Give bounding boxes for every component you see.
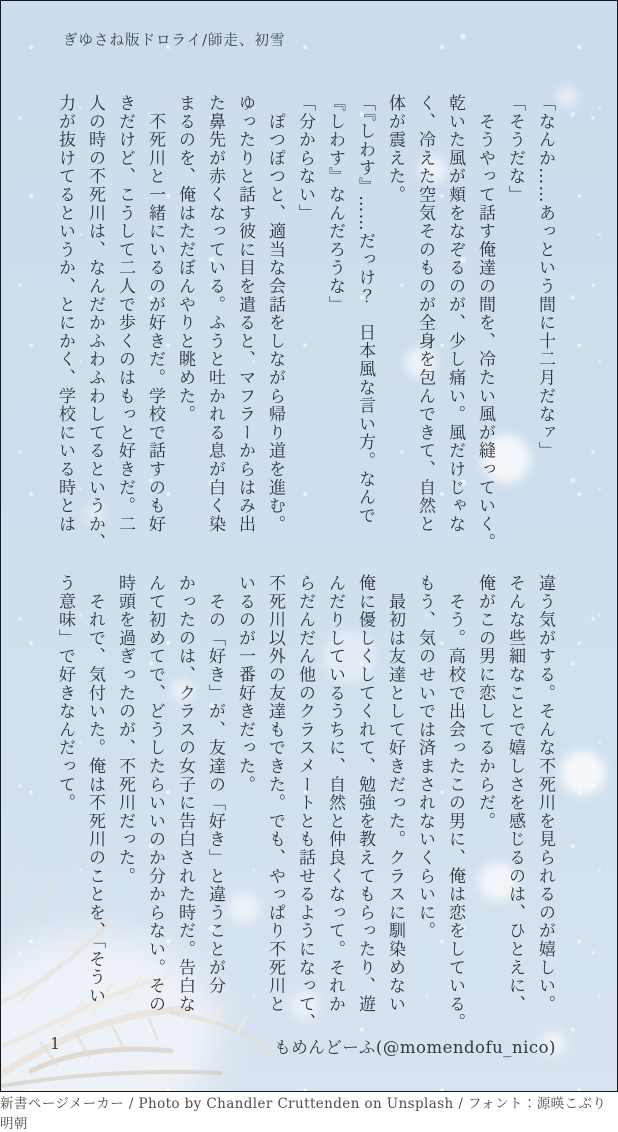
story-line: まるのを、俺はただぼんやりと眺めた。 <box>175 94 195 424</box>
story-line: 俺に優しくしてくれて、勉強を教えてもらったり、遊 <box>355 574 375 1014</box>
story-line: 不死川以外の友達もできた。でも、やっぱり不死川と <box>265 574 285 1014</box>
story-line: 「なんか……あっという間に十二月だなァ」 <box>535 94 555 460</box>
story-line: ぽつぽつと、適当な会話をしながら帰り道を進む。 <box>265 94 285 534</box>
page-title: ぎゆさね版ドロライ/師走、初雪 <box>63 33 286 49</box>
bokeh-dot <box>557 87 577 107</box>
author-credit: もめんどーふ(@momendofu_nico) <box>274 1038 556 1057</box>
story-line: 時頭を過ぎったのが、不死川だった。 <box>115 574 135 886</box>
story-line: 力が抜けてるというか、とにかく、学校にいる時とは <box>55 94 75 534</box>
story-line: 不死川と一緒にいるのが好きだ。学校で話すのも好 <box>145 94 165 534</box>
story-line: 人の時の不死川は、なんだかふわふわしてるというか、 <box>85 94 105 552</box>
bokeh-dot <box>561 751 605 795</box>
story-line: んて初めてで、どうしたらいいのか分からない。その <box>145 574 165 1014</box>
story-line: いるのが一番好きだった。 <box>235 574 255 794</box>
story-line: んだりしているうちに、自然と仲良くなって。それか <box>325 574 345 1014</box>
story-line: ゆったりと話す彼に目を遣ると、マフラーからはみ出 <box>235 94 255 534</box>
story-line: そうやって話す俺達の間を、冷たい風が縫っていく。 <box>475 94 495 552</box>
footer-credit: 新書ページメーカー / Photo by Chandler Cruttenden on Unsplash / フォント：源暎こぶり明朝 <box>0 1096 607 1132</box>
story-line: それで、気付いた。俺は不死川のことを、「そうい <box>85 574 105 1005</box>
story-line: きだけど、こうして二人で歩くのはもっと好きだ。二 <box>115 94 135 534</box>
story-line: そう。高校で出会ったこの男に、俺は恋をしている。 <box>445 574 465 1032</box>
story-line: 俺がこの男に恋してるからだ。 <box>475 574 495 831</box>
story-line: もう、気のせいでは済まされないくらいに。 <box>415 574 435 940</box>
story-line: 乾いた風が頬をなぞるのが、少し痛い。風だけじゃな <box>445 94 465 534</box>
story-line: 「そうだな」 <box>505 94 525 204</box>
story-line: らだんだん他のクラスメートとも話せるようになって、 <box>295 574 315 1032</box>
story-line: 『しわす』なんだろうな」 <box>325 94 345 314</box>
story-line: かったのは、クラスの女子に告白された時だ。告白な <box>175 574 195 1014</box>
story-line: う意味」で好きなんだって。 <box>55 574 75 812</box>
story-line: 「分からない」 <box>295 94 315 223</box>
story-line: 最初は友達として好きだった。クラスに馴染めない <box>385 574 405 1014</box>
footer-bar <box>0 1092 618 1132</box>
story-lower-block <box>50 574 560 1060</box>
story-line: 違う気がする。そんな不死川を見られるのが嬉しい。 <box>535 574 555 1014</box>
story-line: た鼻先が赤くなっている。ふうと吐かれる息が白く染 <box>205 94 225 534</box>
story-upper-block <box>50 94 560 580</box>
story-line: そんな些細なことで嬉しさを感じるのは、ひとえに、 <box>505 574 525 1014</box>
story-line: その「好き」が、友達の「好き」と違うことが分 <box>205 574 225 995</box>
story-line: 体が震えた。 <box>385 94 405 204</box>
story-line: く、冷えた空気そのものが全身を包んできて、自然と <box>415 94 435 534</box>
story-line: 「『しわす』……だっけ？ 日本風な言い方。なんで <box>355 94 375 525</box>
page-number: 1 <box>50 1034 61 1053</box>
